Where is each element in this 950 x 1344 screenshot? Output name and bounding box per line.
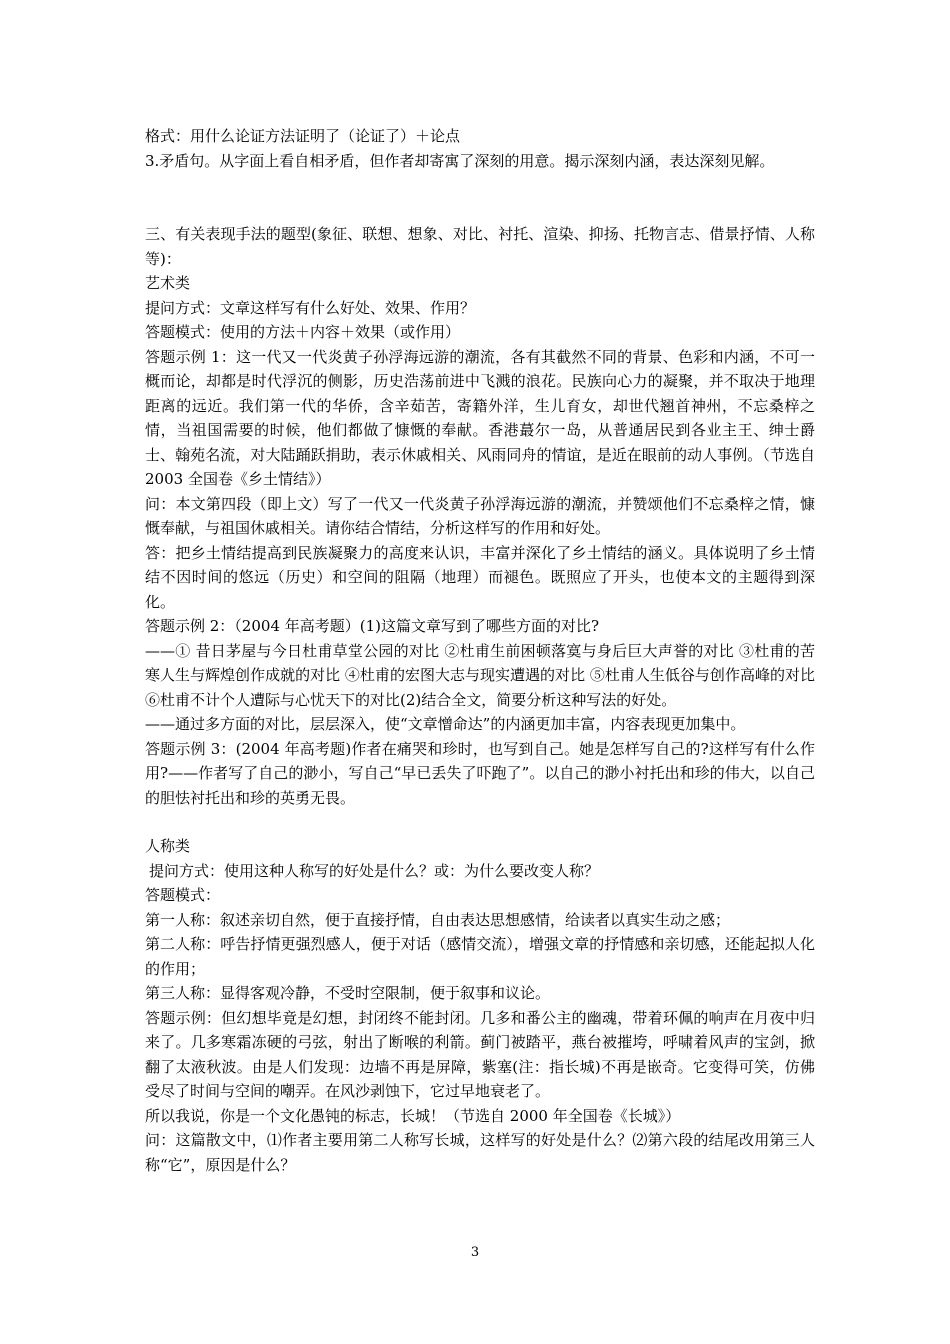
document-body (145, 124, 815, 1177)
paragraph: ——通过多方面的对比，层层深入，使“文章憎命达”的内涵更加丰富，内容表现更加集中。 (145, 715, 746, 733)
section-heading: 三、有关表现手法的题型(象征、联想、想象、对比、衬托、渲染、抑扬、托物言志、借景抒情、人称等)： (145, 225, 815, 268)
paragraph: 答题模式：使用的方法＋内容＋效果（或作用） (145, 323, 461, 341)
paragraph: 问：本文第四段（即上文）写了一代又一代炎黄子孙浮海远游的潮流，并赞颂他们不忘桑梓之情，慷慨奉献，与祖国休戚相关。请你结合情结，分析这样写的作用和好处。 (145, 494, 815, 537)
spacer (145, 810, 815, 834)
paragraph: 问：这篇散文中，⑴作者主要用第二人称写长城，这样写的好处是什么？⑵第六段的结尾改用第三人称“它”，原因是什么？ (145, 1131, 815, 1174)
paragraph: 第二人称：呼告抒情更强烈感人，便于对话（感情交流），增强文章的抒情感和亲切感，还能起拟人化的作用； (145, 935, 815, 978)
subheading: 艺术类 (145, 274, 191, 292)
paragraph: 提问方式：文章这样写有什么好处、效果、作用？ (145, 298, 476, 317)
paragraph: 所以我说，你是一个文化愚钝的标志，长城！（节选自 2000 年全国卷《长城》） (145, 1106, 681, 1125)
paragraph: 答：把乡土情结提高到民族凝聚力的高度来认识，丰富并深化了乡土情结的涵义。具体说明了乡土情结不因时间的悠远（历史）和空间的阻隔（地理）而褪色。既照应了开头，也使本文的主题得到深化。 (145, 543, 815, 611)
paragraph: 答题模式： (145, 886, 221, 904)
paragraph: 第三人称：显得客观冷静，不受时空限制，便于叙事和议论。 (145, 984, 551, 1002)
paragraph: 答题示例 3：(2004 年高考题)作者在痛哭和珍时，也写到自己。她是怎样写自己的?这样写有什么作用?——作者写了自己的渺小，写自己“早已丢失了吓跑了”。以自己的渺小衬托出和珍的伟大，以自己的胆怯衬托出和珍的英勇无畏。 (145, 739, 815, 807)
paragraph: 3.矛盾句。从字面上看自相矛盾，但作者却寄寓了深刻的用意。揭示深刻内涵，表达深刻见解。 (145, 151, 775, 170)
paragraph: 答题示例：但幻想毕竟是幻想，封闭终不能封闭。几多和番公主的幽魂，带着环佩的响声在月夜中归来了。几多寒霜冻硬的弓弦，射出了断喉的利箭。蓟门被踏平，燕台被摧垮，呼啸着风声的宝剑，掀翻了太液秋波。由是人们发现：边墙不再是屏障，紫塞(注：指长城)不再是嵌奇。它变得可笑，仿佛受尽了时间与空间的嘲弄。在风沙剥蚀下，它过早地衰老了。 (145, 1008, 815, 1100)
paragraph: 提问方式：使用这种人称写的好处是什么？或：为什么要改变人称？ (149, 861, 600, 880)
paragraph: 格式：用什么论证方法证明了（论证了）＋论点 (145, 127, 461, 145)
spacer (145, 173, 815, 222)
subheading: 人称类 (145, 837, 191, 855)
page-number: 3 (470, 1245, 480, 1260)
paragraph: 答题示例 2：（2004 年高考题）(1)这篇文章写到了哪些方面的对比? (145, 617, 600, 635)
paragraph: ——① 昔日茅屋与今日杜甫草堂公园的对比 ②杜甫生前困顿落寞与身后巨大声誉的对比 ③杜甫的苦寒人生与辉煌创作成就的对比 ④杜甫的宏图大志与现实遭遇的对比 ⑤杜甫人生低谷与创作高峰的对比 ⑥杜甫不计个人遭际与心忧天下的对比(2)结合全文，简要分析这种写法的好处。 (145, 641, 815, 709)
paragraph: 答题示例 1：这一代又一代炎黄子孙浮海远游的潮流，各有其截然不同的背景、色彩和内涵，不可一概而论，却都是时代浮沉的侧影，历史浩荡前进中飞溅的浪花。民族向心力的凝聚，并不取决于地理距离的远近。我们第一代的华侨，含辛茹苦，寄籍外洋，生儿育女，却世代翘首神州，不忘桑梓之情，当祖国需要的时候，他们都做了慷慨的奉献。香港蕞尔一岛，从普通居民到各业主王、绅士爵士、翰苑名流，对大陆踊跃捐助，表示休戚相关、风雨同舟的情谊，是近在眼前的动人事例。（节选自 2003 全国卷《乡土情结》） (145, 347, 815, 488)
paragraph: 第一人称：叙述亲切自然，便于直接抒情，自由表达思想感情，给读者以真实生动之感； (145, 910, 731, 929)
